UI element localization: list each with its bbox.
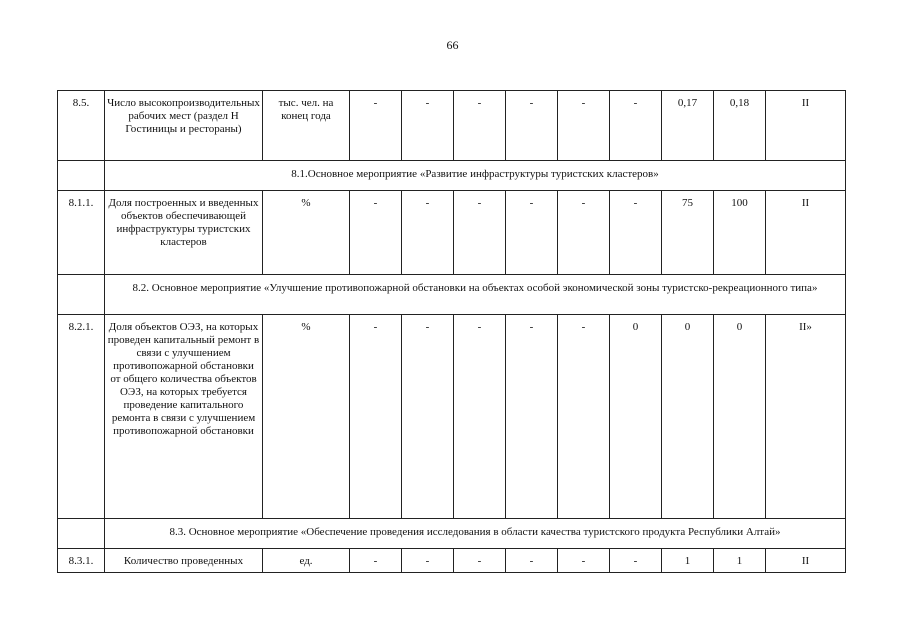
value-cell: - bbox=[402, 91, 454, 161]
table-body bbox=[58, 91, 846, 573]
value-cell: 1 bbox=[714, 549, 766, 573]
value-cell: - bbox=[506, 91, 558, 161]
unit-cell: ед. bbox=[263, 549, 350, 573]
value-cell: - bbox=[454, 315, 506, 519]
section-header-row bbox=[58, 275, 846, 315]
value-cell: - bbox=[454, 549, 506, 573]
section-title: 8.1.Основное мероприятие «Развитие инфраструктуры туристских кластеров» bbox=[105, 161, 846, 191]
empty-cell bbox=[58, 161, 105, 191]
value-cell: - bbox=[558, 191, 610, 275]
value-cell: 100 bbox=[714, 191, 766, 275]
value-cell: II bbox=[766, 91, 846, 161]
unit-cell: % bbox=[263, 191, 350, 275]
value-cell: 1 bbox=[662, 549, 714, 573]
value-cell: II bbox=[766, 549, 846, 573]
value-cell: - bbox=[454, 191, 506, 275]
indicator-name: Доля построенных и введенных объектов обеспечивающей инфраструктуры туристских кластеров bbox=[105, 191, 263, 275]
value-cell: - bbox=[506, 191, 558, 275]
value-cell: - bbox=[454, 91, 506, 161]
row-number: 8.5. bbox=[58, 91, 105, 161]
value-cell: - bbox=[350, 91, 402, 161]
value-cell: 75 bbox=[662, 191, 714, 275]
value-cell: - bbox=[558, 315, 610, 519]
row-number: 8.3.1. bbox=[58, 549, 105, 573]
value-cell: II bbox=[766, 191, 846, 275]
value-cell: - bbox=[402, 315, 454, 519]
value-cell: - bbox=[610, 91, 662, 161]
indicator-name: Количество проведенных bbox=[105, 549, 263, 573]
unit-cell: % bbox=[263, 315, 350, 519]
value-cell: 0 bbox=[610, 315, 662, 519]
indicators-table bbox=[57, 90, 846, 573]
table-row bbox=[58, 191, 846, 275]
value-cell: 0 bbox=[714, 315, 766, 519]
row-number: 8.1.1. bbox=[58, 191, 105, 275]
table-row bbox=[58, 315, 846, 519]
table-row bbox=[58, 91, 846, 161]
value-cell: 0,18 bbox=[714, 91, 766, 161]
section-title: 8.3. Основное мероприятие «Обеспечение проведения исследования в области качества туристского продукта Республики Алтай» bbox=[105, 519, 846, 549]
value-cell: - bbox=[402, 191, 454, 275]
indicator-name: Число высокопроизводительных рабочих мест (раздел Н Гостиницы и рестораны) bbox=[105, 91, 263, 161]
section-header-row bbox=[58, 161, 846, 191]
table-row bbox=[58, 549, 846, 573]
section-header-row bbox=[58, 519, 846, 549]
value-cell: - bbox=[610, 549, 662, 573]
value-cell: - bbox=[350, 191, 402, 275]
page-number: 66 bbox=[446, 38, 459, 52]
section-title: 8.2. Основное мероприятие «Улучшение противопожарной обстановки на объектах особой экономической зоны туристско-рекреационного типа» bbox=[105, 275, 846, 315]
value-cell: - bbox=[350, 315, 402, 519]
row-number: 8.2.1. bbox=[58, 315, 105, 519]
indicator-name: Доля объектов ОЭЗ, на которых проведен капитальный ремонт в связи с улучшением противопожарной обстановки от общего количества объектов ОЭЗ, на которых требуется проведение капитального ремонта в связи с улучшением противопожарной обстановки bbox=[105, 315, 263, 519]
value-cell: - bbox=[506, 315, 558, 519]
value-cell: - bbox=[402, 549, 454, 573]
value-cell: - bbox=[558, 91, 610, 161]
value-cell: 0 bbox=[662, 315, 714, 519]
value-cell: - bbox=[506, 549, 558, 573]
value-cell: II» bbox=[766, 315, 846, 519]
value-cell: 0,17 bbox=[662, 91, 714, 161]
unit-cell: тыс. чел. на конец года bbox=[263, 91, 350, 161]
empty-cell bbox=[58, 275, 105, 315]
empty-cell bbox=[58, 519, 105, 549]
value-cell: - bbox=[610, 191, 662, 275]
value-cell: - bbox=[558, 549, 610, 573]
value-cell: - bbox=[350, 549, 402, 573]
